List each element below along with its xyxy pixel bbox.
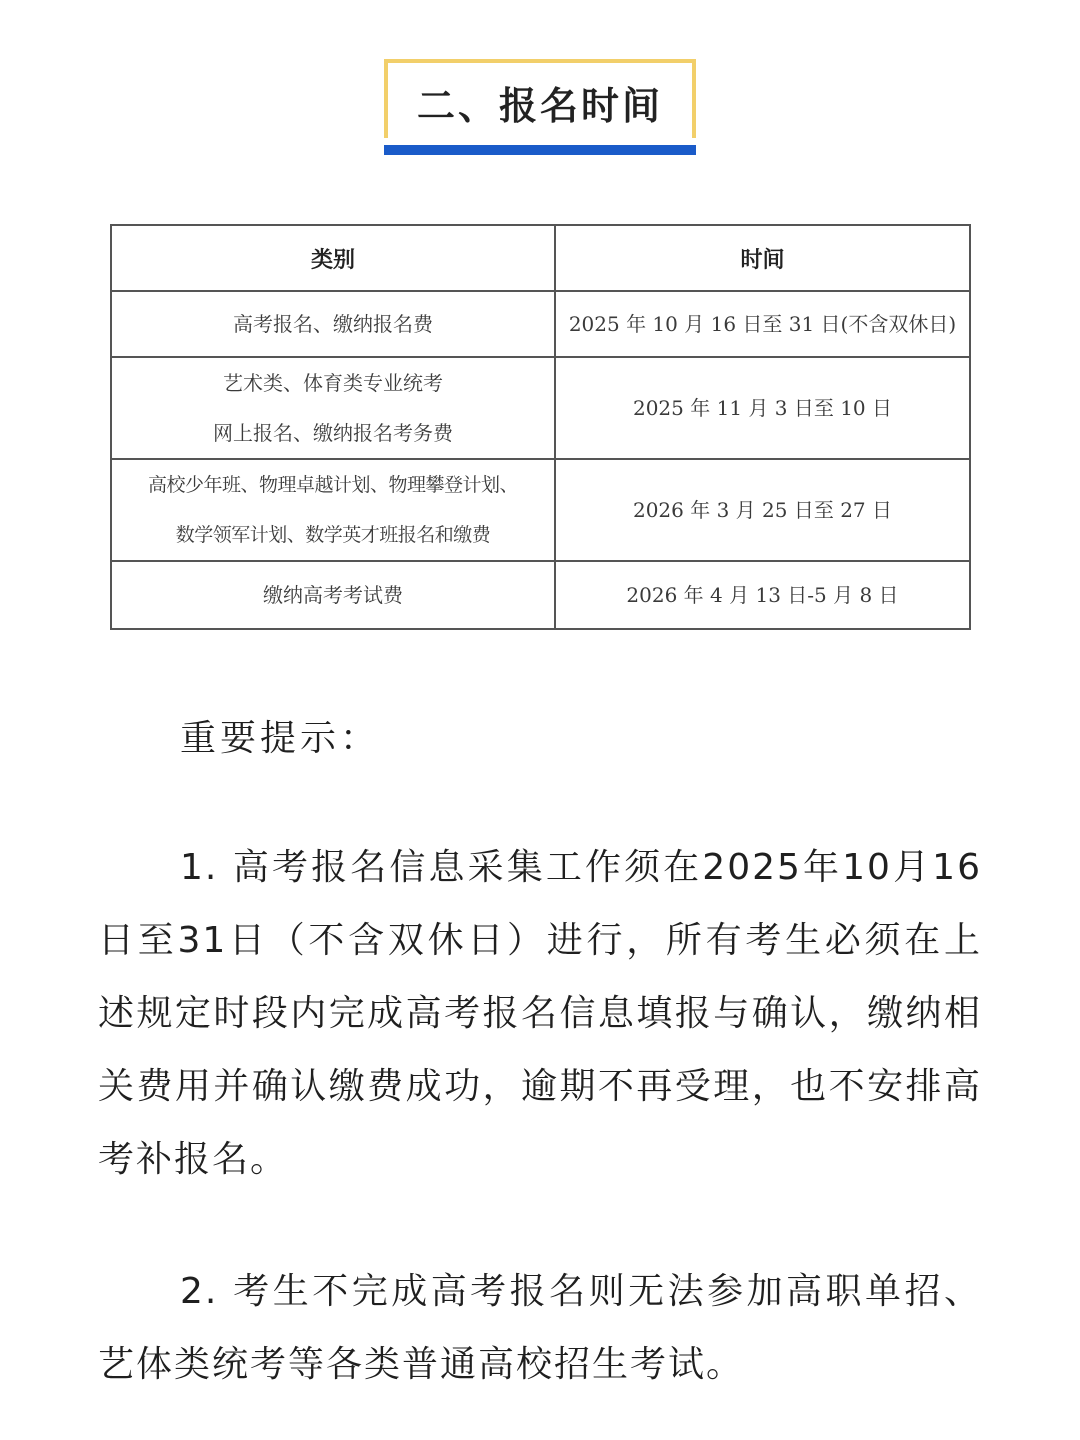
time-cell: 2025 年 11 月 3 日至 10 日 <box>555 357 970 459</box>
table-row <box>111 459 970 561</box>
category-cell <box>111 357 555 459</box>
time-cell: 2026 年 4 月 13 日-5 月 8 日 <box>555 561 970 629</box>
category-text: 缴纳高考考试费 <box>263 583 403 607</box>
section-title-frame <box>384 59 696 138</box>
table-row <box>111 357 970 459</box>
section-title: 二、报名时间 <box>416 84 663 128</box>
time-cell: 2026 年 3 月 25 日至 27 日 <box>555 459 970 561</box>
note-item-2: 2. 考生不完成高考报名则无法参加高职单招、艺体类统考等各类普通高校招生考试。 <box>98 1271 982 1385</box>
table-row <box>111 561 970 629</box>
column-header-category: 类别 <box>111 225 555 291</box>
category-cell <box>111 561 555 629</box>
category-text: 高考报名、缴纳报名费 <box>233 312 433 336</box>
category-text: 数学领军计划、数学英才班报名和缴费 <box>175 524 491 546</box>
time-cell: 2025 年 10 月 16 日至 31 日(不含双休日) <box>555 291 970 357</box>
category-cell <box>111 459 555 561</box>
category-text: 高校少年班、物理卓越计划、物理攀登计划、 <box>147 474 518 496</box>
category-text: 艺术类、体育类专业统考 <box>223 371 443 395</box>
table-row <box>111 291 970 357</box>
section-title-underline <box>384 145 696 155</box>
notes-heading: 重要提示： <box>180 718 381 759</box>
column-header-time: 时间 <box>555 225 970 291</box>
note-item-1: 1. 高考报名信息采集工作须在2025年10月16日至31日（不含双休日）进行，所有考生必须在上述规定时段内完成高考报名信息填报与确认，缴纳相关费用并确认缴费成功，逾期不再受理，也不安排高考补报名。 <box>98 847 982 1180</box>
category-text: 网上报名、缴纳报名考务费 <box>213 421 453 445</box>
schedule-table <box>110 224 971 630</box>
category-cell <box>111 291 555 357</box>
table-header-row <box>111 225 970 291</box>
section-title-block <box>384 59 696 155</box>
